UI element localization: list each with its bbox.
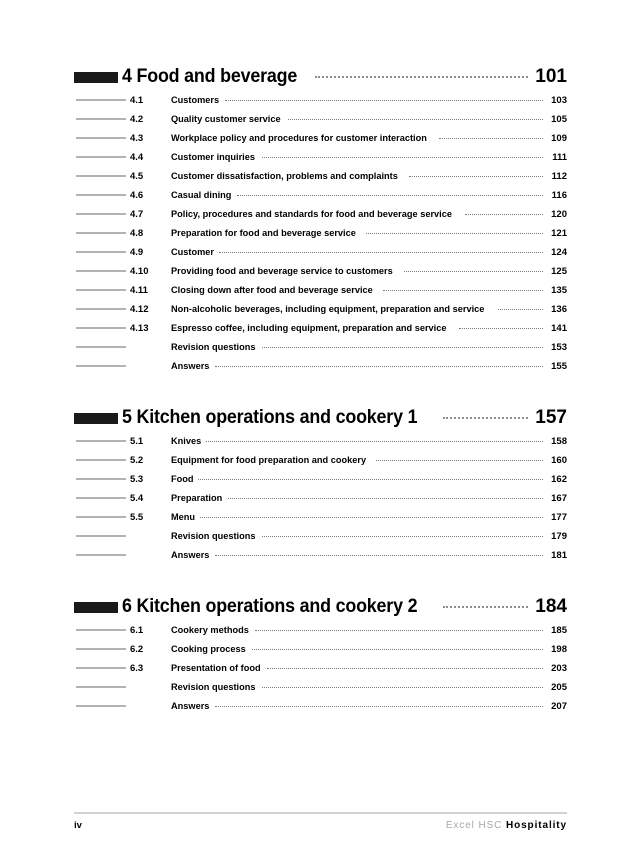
toc-entry-row[interactable]: [74, 450, 567, 469]
entry-title: Workplace policy and procedures for customer interaction: [171, 133, 427, 144]
entry-number: 5.1: [130, 436, 144, 447]
toc-entry-row[interactable]: [74, 431, 567, 450]
toc-entry-row[interactable]: [74, 677, 567, 696]
toc-entry-row[interactable]: [74, 620, 567, 639]
chapter-page-number: 184: [535, 596, 567, 617]
toc-entry-row[interactable]: [74, 166, 567, 185]
entry-number: 4.12: [130, 304, 149, 315]
chapter-title: 4 Food and beverage: [122, 66, 298, 87]
chapter-title: 5 Kitchen operations and cookery 1: [122, 407, 418, 428]
dot-leader: [262, 337, 543, 350]
entry-dash-icon: [76, 251, 126, 253]
entry-page-number: 177: [551, 512, 567, 523]
entry-number: 4.2: [130, 114, 144, 125]
entry-title: Food: [171, 474, 194, 485]
dot-leader: [198, 469, 543, 482]
dot-leader: [219, 242, 543, 255]
toc-entry-row[interactable]: [74, 356, 567, 375]
toc-entry-row[interactable]: [74, 185, 567, 204]
chapter-heading-row[interactable]: [74, 64, 567, 90]
dot-leader: [459, 318, 543, 331]
entry-page-number: 185: [551, 625, 567, 636]
entry-page-number: 198: [551, 644, 567, 655]
dot-leader: [215, 545, 543, 558]
entry-page-number: 207: [551, 701, 567, 712]
entry-dash-icon: [76, 99, 126, 101]
entry-title: Customers: [171, 95, 220, 106]
entry-dash-icon: [76, 365, 126, 367]
entry-page-number: 105: [551, 114, 567, 125]
entry-dash-icon: [76, 327, 126, 329]
page-footer: [74, 812, 567, 832]
footer-divider: [74, 812, 567, 814]
chapter-block: [74, 405, 567, 564]
entry-dash-icon: [76, 629, 126, 631]
dot-leader: [255, 620, 543, 633]
entry-dash-icon: [76, 175, 126, 177]
entry-page-number: 158: [551, 436, 567, 447]
dot-leader: [383, 280, 543, 293]
chapter-block: [74, 594, 567, 715]
entry-title: Closing down after food and beverage service: [171, 285, 373, 296]
entry-page-number: 120: [551, 209, 567, 220]
book-brand: [446, 820, 567, 832]
toc-entry-row[interactable]: [74, 261, 567, 280]
dot-leader: [465, 204, 543, 217]
entry-number: 5.2: [130, 455, 144, 466]
entry-number: 5.3: [130, 474, 144, 485]
entry-title: Presentation of food: [171, 663, 261, 674]
toc-entry-row[interactable]: [74, 639, 567, 658]
toc-entry-row[interactable]: [74, 696, 567, 715]
page-folio: iv: [74, 820, 82, 831]
dot-leader: [443, 594, 528, 612]
entry-number: 4.1: [130, 95, 144, 106]
dot-leader: [262, 677, 543, 690]
toc-entry-row[interactable]: [74, 204, 567, 223]
chapter-heading-row[interactable]: [74, 405, 567, 431]
toc-entry-row[interactable]: [74, 147, 567, 166]
entry-page-number: 135: [551, 285, 567, 296]
entry-page-number: 155: [551, 361, 567, 372]
entry-number: 6.1: [130, 625, 144, 636]
entry-number: 4.10: [130, 266, 149, 277]
entry-dash-icon: [76, 516, 126, 518]
entry-title: Knives: [171, 436, 202, 447]
entry-number: 4.8: [130, 228, 144, 239]
toc-entry-row[interactable]: [74, 507, 567, 526]
footer-row: [74, 820, 567, 832]
chapter-marker-icon: [74, 413, 118, 424]
entry-title: Answers: [171, 361, 210, 372]
dot-leader: [376, 450, 543, 463]
toc-entry-row[interactable]: [74, 242, 567, 261]
entry-dash-icon: [76, 554, 126, 556]
entry-dash-icon: [76, 232, 126, 234]
entry-dash-icon: [76, 705, 126, 707]
toc-entry-row[interactable]: [74, 337, 567, 356]
chapter-marker-icon: [74, 72, 118, 83]
entry-number: 6.3: [130, 663, 144, 674]
toc-entry-row[interactable]: [74, 469, 567, 488]
entry-dash-icon: [76, 459, 126, 461]
entry-title: Quality customer service: [171, 114, 281, 125]
entry-dash-icon: [76, 667, 126, 669]
entry-title: Cooking process: [171, 644, 246, 655]
entry-number: 4.13: [130, 323, 149, 334]
entry-page-number: 124: [551, 247, 567, 258]
entry-title: Answers: [171, 550, 210, 561]
entry-number: 5.4: [130, 493, 144, 504]
entry-page-number: 103: [551, 95, 567, 106]
chapter-heading-row[interactable]: [74, 594, 567, 620]
entry-number: 4.4: [130, 152, 144, 163]
chapter-page-number: 157: [535, 407, 567, 428]
entry-dash-icon: [76, 118, 126, 120]
toc-entry-row[interactable]: [74, 318, 567, 337]
entry-title: Revision questions: [171, 342, 256, 353]
entry-page-number: 125: [551, 266, 567, 277]
dot-leader: [228, 488, 543, 501]
toc-entry-row[interactable]: [74, 299, 567, 318]
entry-title: Casual dining: [171, 190, 232, 201]
dot-leader: [443, 405, 528, 423]
dot-leader: [288, 109, 543, 122]
entry-title: Non-alcoholic beverages, including equipment, preparation and service: [171, 304, 485, 315]
entry-dash-icon: [76, 289, 126, 291]
toc-entry-row[interactable]: [74, 488, 567, 507]
entry-dash-icon: [76, 156, 126, 158]
entry-number: 4.9: [130, 247, 144, 258]
entry-page-number: 160: [551, 455, 567, 466]
entry-title: Menu: [171, 512, 196, 523]
entry-dash-icon: [76, 213, 126, 215]
toc-entry-row[interactable]: [74, 280, 567, 299]
entry-page-number: 112: [551, 171, 567, 182]
entry-page-number: 141: [551, 323, 567, 334]
toc-entry-row[interactable]: [74, 90, 567, 109]
entry-title: Revision questions: [171, 531, 256, 542]
toc-entry-row[interactable]: [74, 109, 567, 128]
chapter-block: [74, 64, 567, 375]
entry-page-number: 109: [551, 133, 567, 144]
entry-title: Preparation: [171, 493, 223, 504]
entry-dash-icon: [76, 137, 126, 139]
dot-leader: [262, 526, 543, 539]
entry-page-number: 153: [551, 342, 567, 353]
toc-entry-row[interactable]: [74, 658, 567, 677]
chapter-page-number: 101: [535, 66, 567, 87]
entry-page-number: 111: [552, 152, 567, 163]
entry-title: Revision questions: [171, 682, 256, 693]
entry-dash-icon: [76, 270, 126, 272]
entry-dash-icon: [76, 535, 126, 537]
entry-page-number: 181: [551, 550, 567, 561]
dot-leader: [252, 639, 543, 652]
dot-leader: [409, 166, 543, 179]
entry-title: Espresso coffee, including equipment, preparation and service: [171, 323, 447, 334]
entry-page-number: 136: [551, 304, 567, 315]
dot-leader: [215, 356, 543, 369]
entry-page-number: 121: [551, 228, 567, 239]
entry-page-number: 179: [551, 531, 567, 542]
chapter-marker-icon: [74, 602, 118, 613]
entry-title: Policy, procedures and standards for food and beverage service: [171, 209, 452, 220]
toc-entry-row[interactable]: [74, 223, 567, 242]
dot-leader: [315, 64, 528, 82]
entry-dash-icon: [76, 648, 126, 650]
dot-leader: [267, 658, 543, 671]
entry-dash-icon: [76, 194, 126, 196]
entry-dash-icon: [76, 497, 126, 499]
entry-dash-icon: [76, 346, 126, 348]
entry-title: Providing food and beverage service to customers: [171, 266, 393, 277]
entry-page-number: 205: [551, 682, 567, 693]
toc-entry-row[interactable]: [74, 526, 567, 545]
dot-leader: [225, 90, 543, 103]
entry-title: Customer inquiries: [171, 152, 255, 163]
entry-dash-icon: [76, 686, 126, 688]
dot-leader: [200, 507, 543, 520]
entry-title: Cookery methods: [171, 625, 249, 636]
dot-leader: [206, 431, 543, 444]
entry-title: Equipment for food preparation and cookery: [171, 455, 367, 466]
toc-entry-row[interactable]: [74, 128, 567, 147]
brand-series: Excel HSC: [445, 820, 503, 831]
entry-title: Customer: [171, 247, 215, 258]
entry-number: 4.6: [130, 190, 144, 201]
entry-dash-icon: [76, 440, 126, 442]
entry-page-number: 116: [551, 190, 567, 201]
entry-number: 5.5: [130, 512, 144, 523]
entry-number: 4.7: [130, 209, 144, 220]
entry-number: 4.3: [130, 133, 144, 144]
dot-leader: [366, 223, 543, 236]
entry-dash-icon: [76, 308, 126, 310]
chapter-title: 6 Kitchen operations and cookery 2: [122, 596, 418, 617]
entry-title: Preparation for food and beverage service: [171, 228, 356, 239]
dot-leader: [404, 261, 543, 274]
entry-page-number: 167: [551, 493, 567, 504]
toc-content: [74, 64, 567, 715]
toc-entry-row[interactable]: [74, 545, 567, 564]
entry-number: 6.2: [130, 644, 144, 655]
entry-dash-icon: [76, 478, 126, 480]
dot-leader: [262, 147, 543, 160]
brand-subject: Hospitality: [505, 820, 567, 831]
dot-leader: [439, 128, 543, 141]
entry-page-number: 203: [551, 663, 567, 674]
dot-leader: [215, 696, 543, 709]
dot-leader: [237, 185, 543, 198]
entry-title: Customer dissatisfaction, problems and complaints: [171, 171, 398, 182]
dot-leader: [498, 299, 543, 312]
entry-title: Answers: [171, 701, 210, 712]
entry-number: 4.5: [130, 171, 144, 182]
entry-page-number: 162: [551, 474, 567, 485]
entry-number: 4.11: [130, 285, 148, 296]
